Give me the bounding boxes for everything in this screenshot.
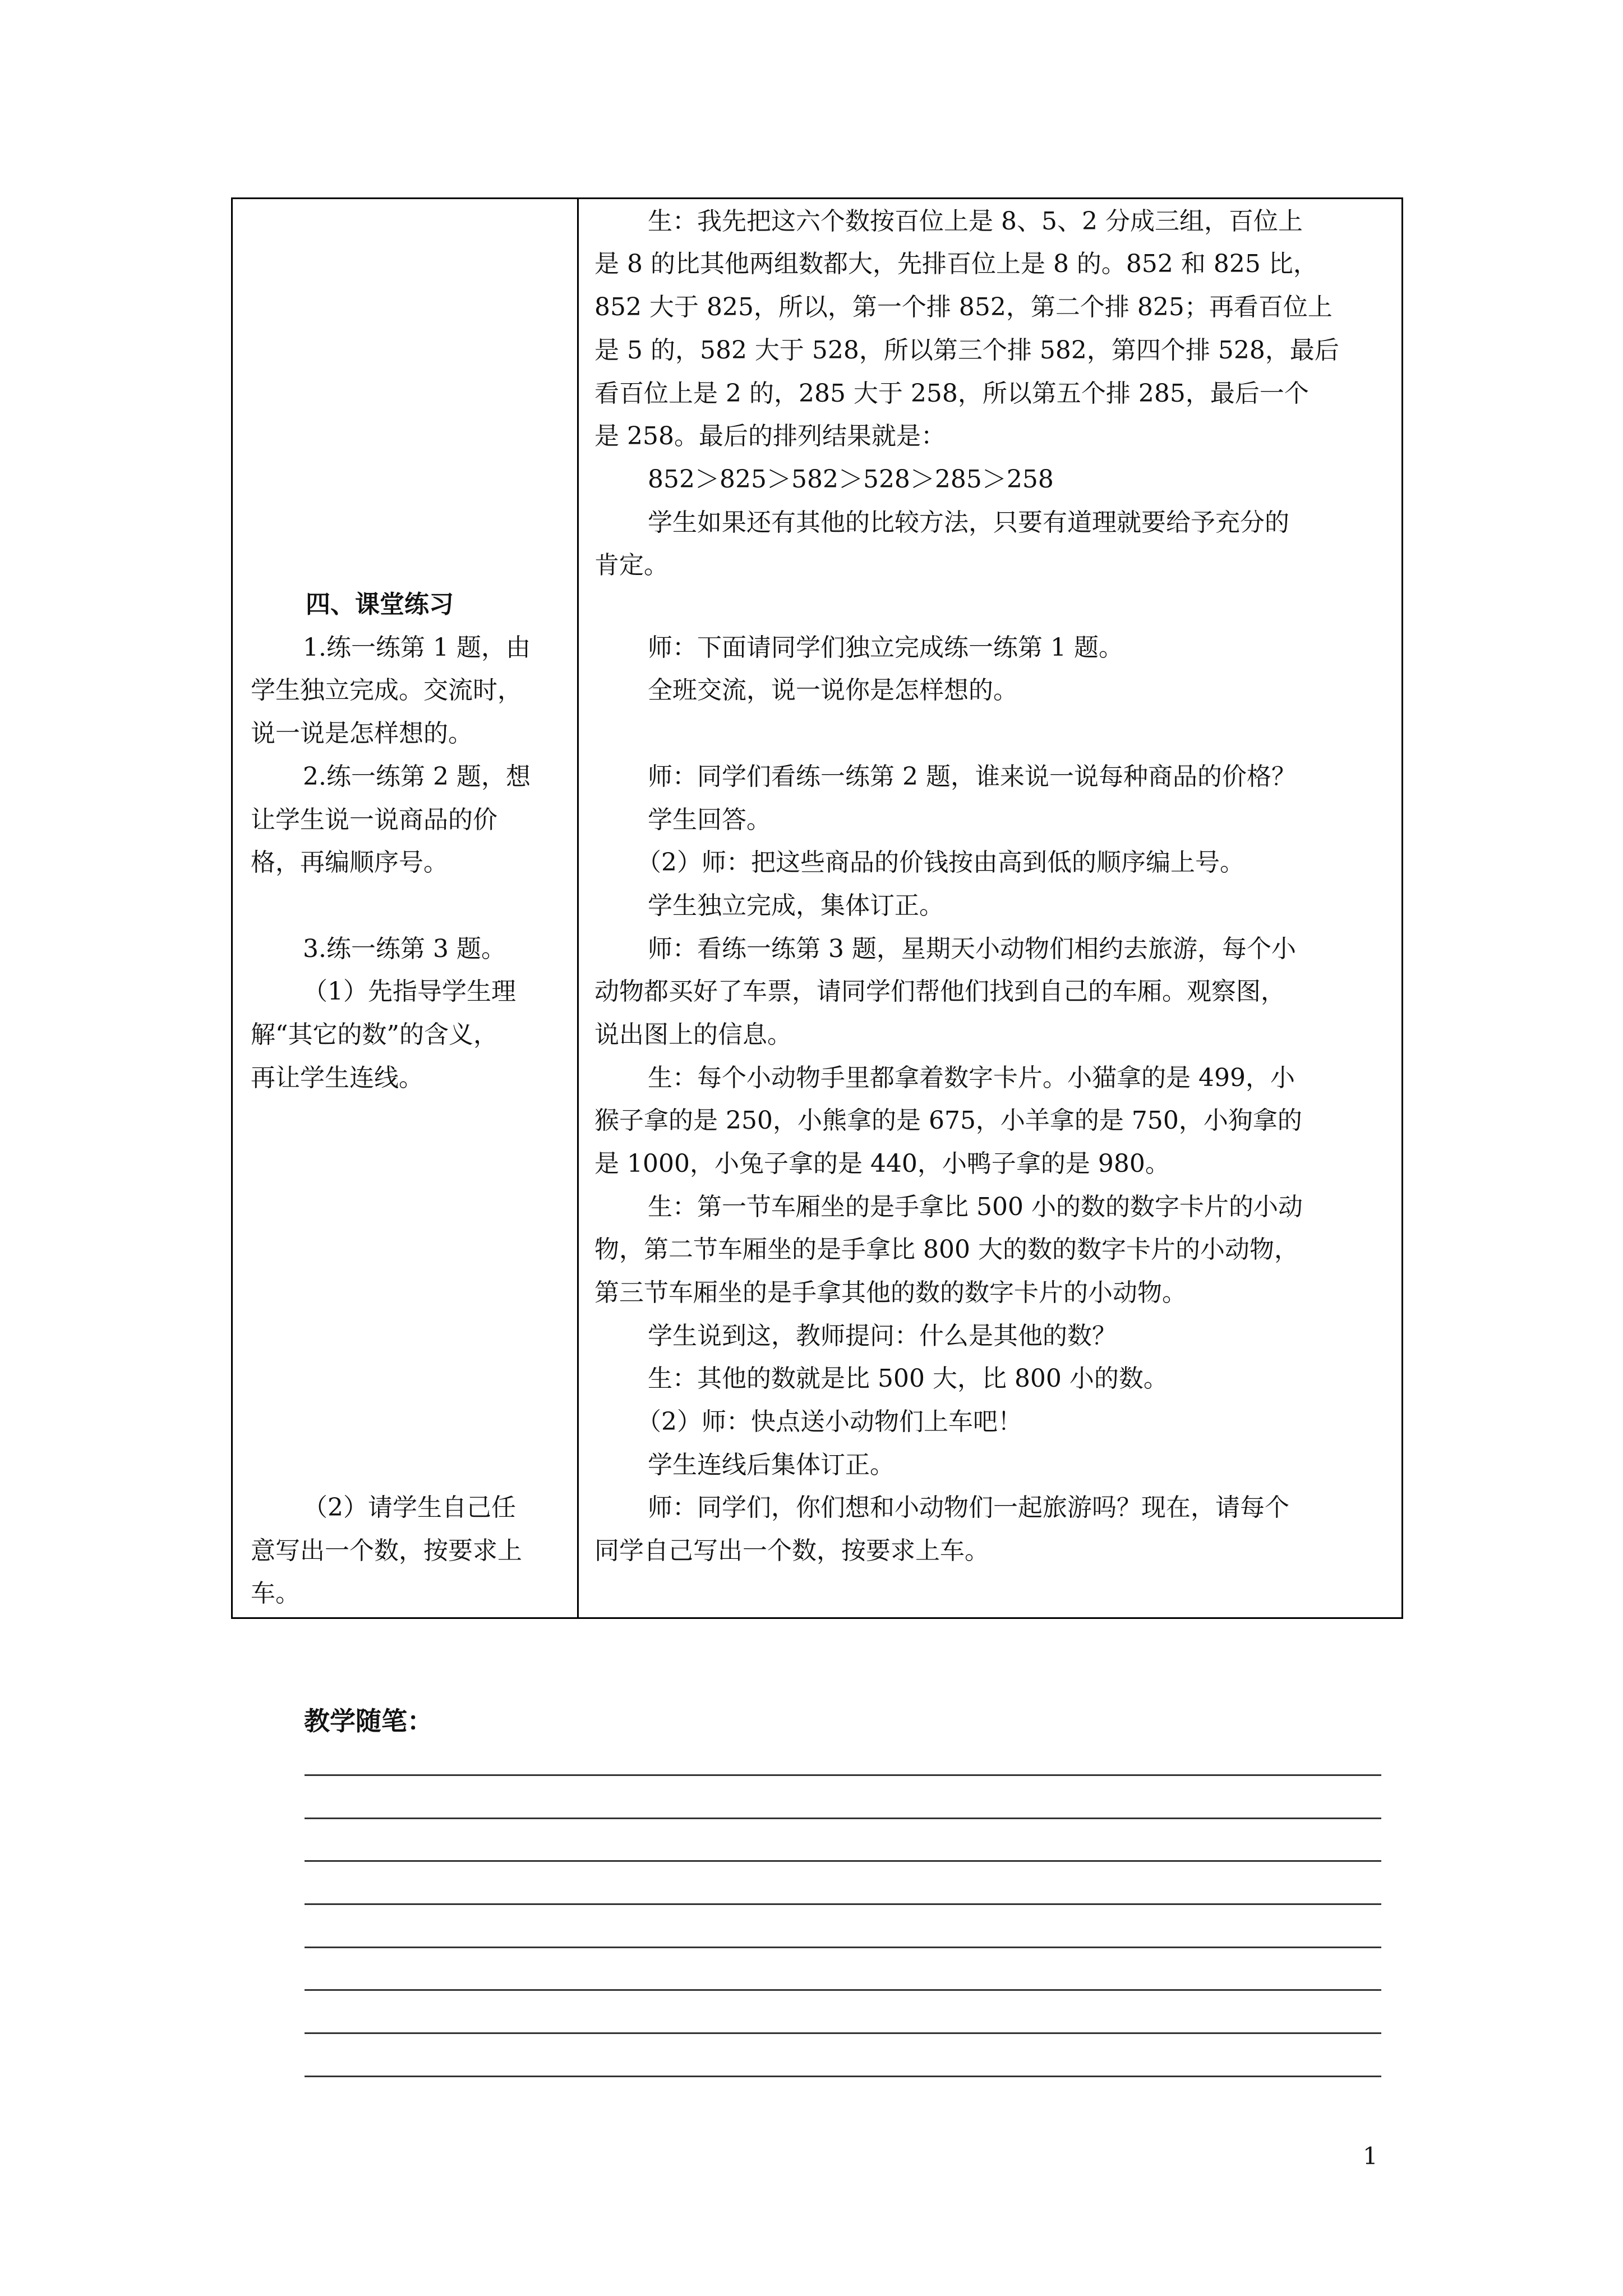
left-line: 格，再编顺序号。	[251, 848, 448, 877]
left-line: 车。	[251, 1579, 300, 1608]
right-line: 是 258。最后的排列结果就是：	[594, 422, 946, 450]
left-line: 2.练一练第 2 题，想	[303, 762, 531, 791]
right-line: 生：其他的数就是比 500 大，比 800 小的数。	[648, 1364, 1168, 1393]
right-line: 生：每个小动物手里都拿着数字卡片。小猫拿的是 499，小	[648, 1064, 1295, 1092]
notes-writing-line	[305, 2076, 1381, 2077]
left-line: （2）请学生自己任	[303, 1493, 516, 1522]
notes-writing-line	[305, 1989, 1381, 1991]
notes-writing-line	[305, 1903, 1381, 1905]
right-line: 学生说到这，教师提问：什么是其他的数？	[648, 1322, 1117, 1350]
right-line: 同学自己写出一个数，按要求上车。	[594, 1536, 989, 1565]
left-line: 让学生说一说商品的价	[251, 806, 497, 834]
notes-writing-line	[305, 1818, 1381, 1819]
left-line: 1.练一练第 1 题，由	[303, 633, 531, 662]
right-line: 师：同学们看练一练第 2 题，谁来说一说每种商品的价格？	[648, 762, 1296, 791]
right-line: （2）师：把这些商品的价钱按由高到低的顺序编上号。	[637, 848, 1244, 877]
notes-title: 教学随笔：	[304, 1706, 433, 1736]
right-line: 猴子拿的是 250，小熊拿的是 675，小羊拿的是 750，小狗拿的	[594, 1106, 1302, 1135]
section-heading: 四、课堂练习	[306, 590, 454, 619]
right-line: 学生回答。	[648, 806, 771, 834]
column-divider	[577, 199, 579, 1617]
right-line: 是 8 的比其他两组数都大，先排百位上是 8 的。852 和 825 比，	[594, 250, 1318, 278]
page-number: 1	[1363, 2142, 1378, 2170]
left-line: 再让学生连线。	[251, 1064, 423, 1092]
right-line: 师：下面请同学们独立完成练一练第 1 题。	[648, 633, 1123, 662]
left-line: 意写出一个数，按要求上	[251, 1536, 522, 1565]
right-line: 师：同学们，你们想和小动物们一起旅游吗？现在，请每个	[648, 1493, 1289, 1522]
left-line: 3.练一练第 3 题。	[303, 935, 506, 963]
notes-writing-line	[305, 1774, 1381, 1776]
notes-writing-line	[305, 1947, 1381, 1948]
right-line: 说出图上的信息。	[594, 1020, 792, 1049]
left-line: 解“其它的数”的含义，	[251, 1020, 498, 1049]
right-line: 第三节车厢坐的是手拿其他的数的数字卡片的小动物。	[594, 1278, 1187, 1307]
right-line: 物，第二节车厢坐的是手拿比 800 大的数的数字卡片的小动物，	[594, 1235, 1299, 1264]
right-line: 852 大于 825，所以，第一个排 852，第二个排 825；再看百位上	[594, 293, 1332, 321]
right-line: 动物都买好了车票，请同学们帮他们找到自己的车厢。观察图，	[594, 977, 1285, 1006]
notes-writing-line	[305, 1860, 1381, 1862]
right-line: 看百位上是 2 的，285 大于 258，所以第五个排 285，最后一个	[594, 379, 1309, 408]
left-line: （1）先指导学生理	[303, 977, 516, 1006]
left-line: 学生独立完成。交流时，	[251, 676, 522, 705]
right-line: 生：我先把这六个数按百位上是 8、5、2 分成三组，百位上	[648, 207, 1303, 236]
right-line: 生：第一节车厢坐的是手拿比 500 小的数的数字卡片的小动	[648, 1193, 1303, 1221]
right-line: 肯定。	[594, 551, 668, 579]
right-line: 师：看练一练第 3 题，星期天小动物们相约去旅游，每个小	[648, 935, 1296, 963]
right-line: 852＞825＞582＞528＞285＞258	[648, 465, 1054, 494]
notes-writing-line	[305, 2032, 1381, 2034]
right-line: 学生如果还有其他的比较方法，只要有道理就要给予充分的	[648, 508, 1289, 537]
right-line: 学生独立完成，集体订正。	[648, 891, 944, 920]
right-line: 是 5 的，582 大于 528，所以第三个排 582，第四个排 528，最后	[594, 336, 1339, 365]
right-line: 是 1000，小兔子拿的是 440，小鸭子拿的是 980。	[594, 1149, 1170, 1178]
right-line: （2）师：快点送小动物们上车吧！	[637, 1407, 1022, 1436]
right-line: 全班交流，说一说你是怎样想的。	[648, 676, 1018, 705]
right-line: 学生连线后集体订正。	[648, 1451, 895, 1479]
left-line: 说一说是怎样想的。	[251, 719, 473, 748]
